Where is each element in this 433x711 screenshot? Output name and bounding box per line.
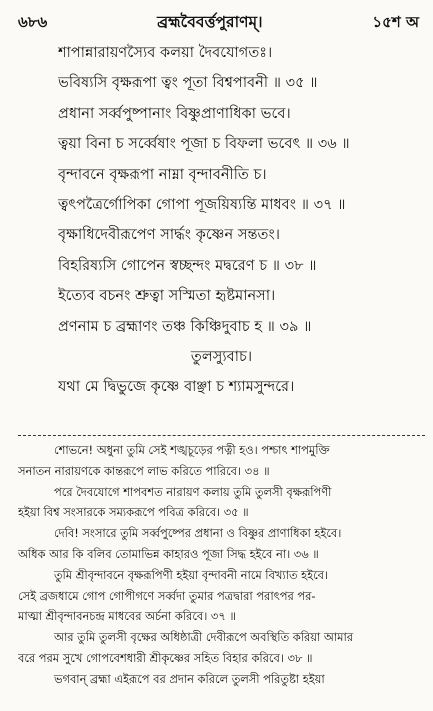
page-number: ৬৮৬ xyxy=(18,13,48,31)
verse-line: যথা মে দ্বিভুজে কৃষ্ণে বাঞ্ছা চ শ্যামসুন্দরে। xyxy=(58,378,295,396)
verse-line: বিহরিষ্যসি গোপেন স্বচ্ছন্দং মদ্বরেণ চ ॥ ৩৮ ॥ xyxy=(58,256,317,274)
sanskrit-verses xyxy=(58,38,425,403)
translation-line: ভগবান্ ব্রহ্মা এইরূপে বর প্রদান করিলে তুলসী পরিতুষ্টা হইয়া xyxy=(54,671,325,686)
verse-line: ত্বৎপত্রৈর্গোপিকা গোপা পূজয়িষ্যন্তি মাধবং ॥ ৩৭ ॥ xyxy=(58,196,346,214)
verse-line: ত্বয়া বিনা চ সর্ব্বেষাং পূজা চ বিফলা ভবেৎ ॥ ৩৬ ॥ xyxy=(58,135,350,153)
translation-line: হইয়া বিশ্ব সংসারকে সম্যকরূপে পবিত্র করিবে। ৩৫ ॥ xyxy=(18,505,249,520)
translation-line: মাত্মা শ্রীবৃন্দাবনচন্দ্র মাধবের অর্চনা করিবে। ৩৭ ॥ xyxy=(18,609,236,624)
chapter-label: ১৫শ অ xyxy=(372,13,419,31)
verse-line: প্রধানা সর্ব্বপুষ্পানাং বিষ্ণুপ্রাণাধিকা ভবে। xyxy=(58,104,291,122)
speaker-heading: তুলস্যুবাচ। xyxy=(190,348,253,366)
verse-line: ভবিষ্যসি বৃক্ষরূপা ত্বং পূতা বিশ্বপাবনী ॥ ৩৫ ॥ xyxy=(58,74,318,92)
verse-line: শাপান্নারায়ণস্যৈব কলয়া দৈবযোগতঃ। xyxy=(58,44,273,61)
translation-line: তুমি শ্রীবৃন্দাবনে বৃক্ষরূপিণী হইয়া বৃন্দাবনী নামে বিখ্যাত হইবে। xyxy=(54,567,329,582)
page-header xyxy=(18,10,419,36)
book-title: ব্রহ্মবৈবর্ত্তপুরাণম্। xyxy=(157,12,263,31)
translation-line: বরে পরম সুখে গোপবেশধারী শ্রীকৃষ্ণের সহিত বিহার করিবে। ৩৮ ॥ xyxy=(18,650,313,665)
translation-line: দেবি! সংসারে তুমি সর্ব্বপুষ্পের প্রধানা ও বিষ্ণুর প্রাণাধিকা হইবে। xyxy=(54,526,342,541)
bengali-translation xyxy=(18,440,423,690)
verse-line: ইত্যেব বচনং শ্রুত্বা সস্মিতা হৃষ্টমানসা। xyxy=(58,287,276,305)
verse-line: প্রণনাম চ ব্রহ্মাণং তঞ্চ কিঞ্চিদুবাচ হ ॥ ৩৯ ॥ xyxy=(58,317,312,335)
section-divider xyxy=(18,435,425,436)
verse-line: বৃন্দাবনে বৃক্ষরূপা নাম্না বৃন্দাবনীতি চ। xyxy=(58,165,267,183)
translation-line: আর তুমি তুলসী বৃক্ষের অধিষ্ঠাত্রী দেবীরূপে অবস্থিতি করিয়া আমার xyxy=(54,630,354,645)
translation-line: সনাতন নারায়ণকে কান্তরূপে লাভ করিতে পারিবে। ৩৪ ॥ xyxy=(18,463,270,478)
translation-line: শোভনে! অধুনা তুমি সেই শঙ্খচূড়ের পত্নী হও। পশ্চাৎ শাপমুক্তি xyxy=(54,443,330,457)
translation-line: পরে দৈবযোগে শাপবশত নারায়ণ কলায় তুমি তুলসী বৃক্ষরূপিণী xyxy=(54,484,332,499)
verse-line: বৃক্ষাধিদেবীরূপেণ সার্দ্ধং কৃষ্ণেন সন্ততং। xyxy=(58,226,280,244)
translation-line: সেই ব্রজধামে গোপ গোপীগণে সর্ব্বদা তুমার পত্রদ্বারা পরাৎপর পর- xyxy=(18,588,316,603)
translation-line: অধিক আর কি বলিব তোমাভিন্ন কাহারও পূজা সিদ্ধ হইবে না। ৩৬ ॥ xyxy=(18,546,319,561)
